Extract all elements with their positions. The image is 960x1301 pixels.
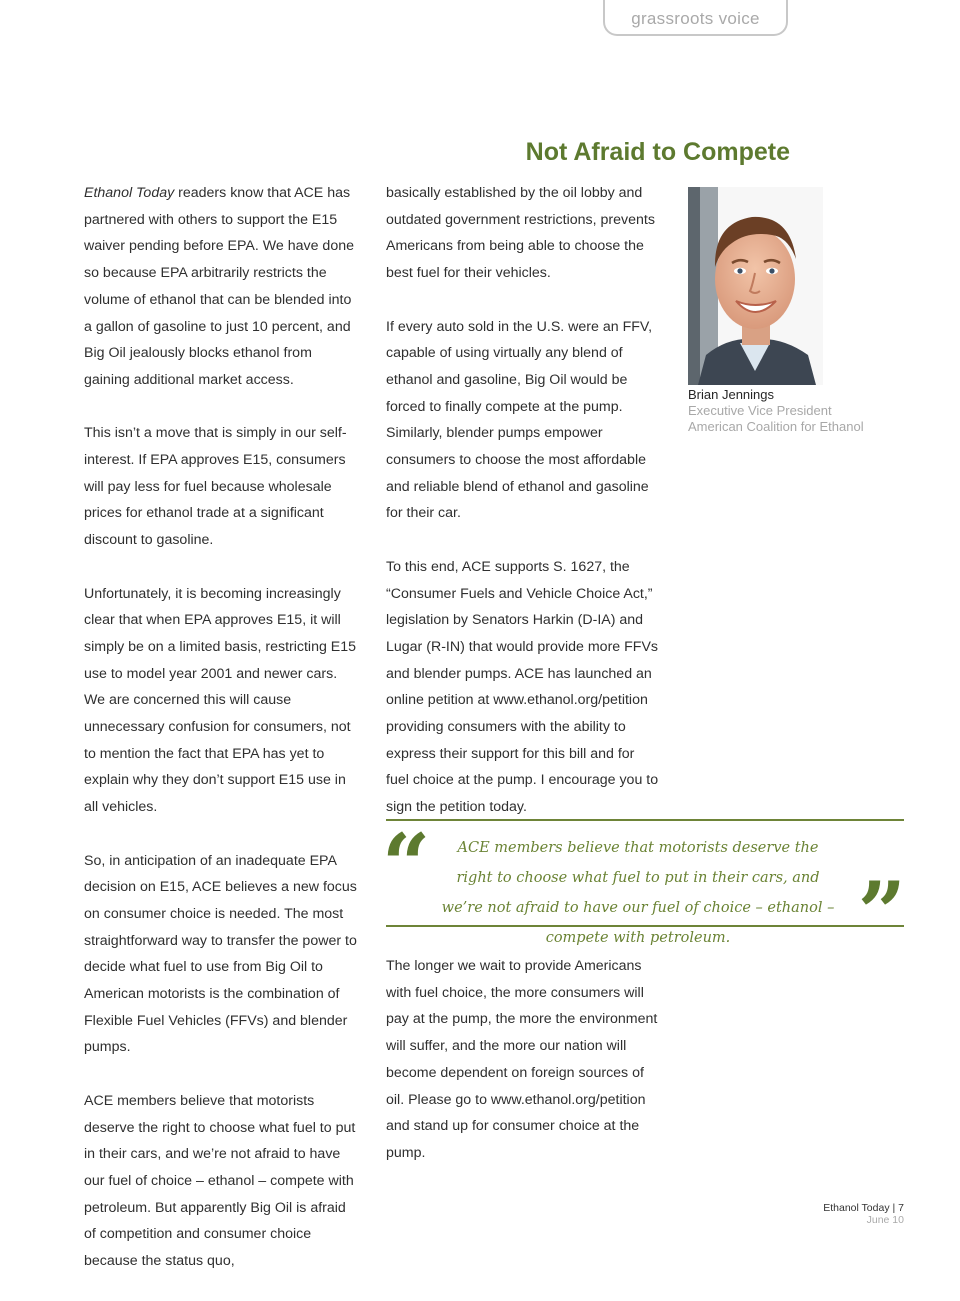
- article-column-1: [84, 180, 359, 1301]
- article-column-3: [386, 953, 661, 1193]
- paragraph-text: readers know that ACE has partnered with others to support the E15 waiver pending before EPA. We have done so because EPA arbitrarily restricts the volume of ethanol that can be blended into a gallon of gasoline to just 10 percent, and Big Oil jealously blocks ethanol from gaining additional market access.: [84, 185, 354, 388]
- publication-name: Ethanol Today: [84, 185, 175, 201]
- pull-quote-text: ACE members believe that motorists deserve the right to choose what fuel to put in their cars, and we’re not afraid to have our fuel of choice – ethanol – compete with petroleum.: [441, 840, 835, 946]
- footer-publication: [823, 1202, 904, 1214]
- paragraph: This isn’t a move that is simply in our self-interest. If EPA approves E15, consumers will pay less for fuel because wholesale prices for ethanol trade at a significant discount to gasoline.: [84, 425, 347, 549]
- paragraph: Unfortunately, it is becoming increasingly clear that when EPA approves E15, it will simply be on a limited basis, restricting E15 use to model year 2001 and newer cars. We are concerned this will cause unnecessary confusion for consumers, not to mention the fact that EPA has yet to explain why they don’t support E15 use in all vehicles.: [84, 585, 357, 816]
- footer-separator: |: [892, 1202, 896, 1214]
- section-tab: grassroots voice: [603, 0, 788, 36]
- footer-publication-name: Ethanol Today: [823, 1202, 890, 1214]
- author-photo: [688, 187, 823, 385]
- page-footer: [823, 1202, 904, 1226]
- paragraph: To this end, ACE supports S. 1627, the “Consumer Fuels and Vehicle Choice Act,” legislation by Senators Harkin (D-IA) and Lugar (R-IN) that would provide more FFVs and blender pumps. ACE has launched an online petition at www.ethanol.org/petition providing consumers with the ability to express their support for this bill and for fuel choice at the pump. I encourage you to sign the petition today.: [386, 558, 659, 816]
- open-quote-mark: “: [382, 815, 431, 914]
- close-quote-mark: ”: [857, 863, 906, 962]
- author-caption: [688, 387, 864, 435]
- author-name: Brian Jennings: [688, 387, 774, 402]
- page-number: 7: [898, 1202, 904, 1214]
- paragraph: ACE members believe that motorists deserve the right to choose what fuel to put in their cars, and we’re not afraid to have our fuel of choice – ethanol – compete with petroleum. But apparently Big Oil is afraid of competition and consumer choice because the status quo,: [84, 1092, 356, 1270]
- paragraph: So, in anticipation of an inadequate EPA decision on E15, ACE believes a new focus on consumer choice is needed. The most straightforward way to transfer the power to decide what fuel to use from Big Oil to American motorists is the combination of Flexible Fuel Vehicles (FFVs) and blender pumps.: [84, 852, 357, 1056]
- paragraph: The longer we wait to provide Americans with fuel choice, the more consumers will pay at the pump, the more the environment will suffer, and the more our nation will become dependent on foreign sources of oil. Please go to www.ethanol.org/petition and stand up for consumer choice at the pump.: [386, 958, 658, 1161]
- author-organization: American Coalition for Ethanol: [688, 419, 864, 434]
- paragraph: If every auto sold in the U.S. were an FFV, capable of using virtually any blend of ethanol and gasoline, Big Oil would be forced to finally compete at the pump. Similarly, blender pumps empower consumers to choose the most affordable and reliable blend of ethanol and gasoline for their car.: [386, 318, 653, 522]
- author-portrait-illustration: [688, 187, 823, 385]
- paragraph: [84, 180, 359, 394]
- article-title: Not Afraid to Compete: [525, 138, 790, 166]
- article-column-2: [386, 180, 661, 848]
- author-title: Executive Vice President: [688, 403, 832, 418]
- footer-issue: June 10: [866, 1214, 904, 1226]
- paragraph: basically established by the oil lobby and outdated government restrictions, prevents Americans from being able to choose the best fuel for their vehicles.: [386, 185, 655, 282]
- pull-quote: [382, 815, 906, 962]
